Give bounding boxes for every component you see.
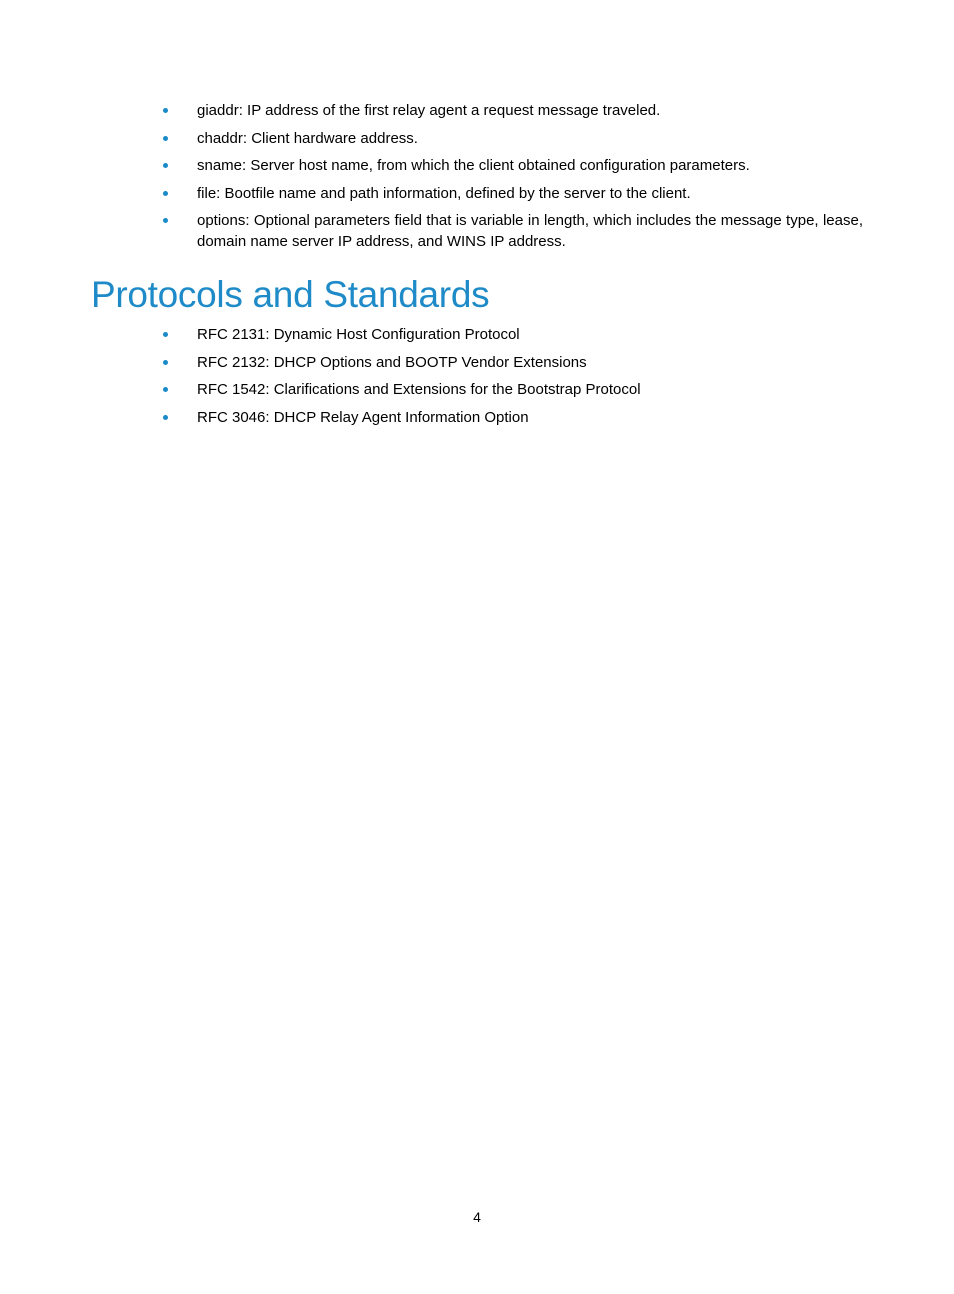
list-item (163, 210, 863, 252)
bullet-icon (163, 360, 168, 365)
bullet-icon (163, 387, 168, 392)
list-item-text: RFC 3046: DHCP Relay Agent Information Option (197, 408, 529, 426)
list-item-text: file: Bootfile name and path information, defined by the server to the client. (197, 184, 691, 202)
list-item (163, 324, 863, 345)
bullet-icon (163, 332, 168, 337)
list-item (163, 379, 863, 400)
bullet-icon (163, 218, 168, 223)
list-item-text: giaddr: IP address of the first relay agent a request message traveled. (197, 102, 661, 119)
list-item (163, 183, 863, 204)
field-description-list (163, 100, 863, 259)
list-item-text: chaddr: Client hardware address. (197, 129, 418, 147)
bullet-icon (163, 163, 168, 168)
list-item (163, 155, 863, 176)
bullet-icon (163, 191, 168, 196)
list-item-text: sname: Server host name, from which the client obtained configuration parameters. (197, 157, 750, 174)
rfc-list (163, 324, 863, 434)
list-item-text: options: Optional parameters field that is variable in length, which includes the message type, lease, domain name server IP address, and WINS IP address. (197, 212, 863, 250)
list-item (163, 100, 863, 121)
list-item (163, 128, 863, 149)
page-number: 4 (473, 1209, 481, 1225)
list-item (163, 407, 863, 428)
bullet-icon (163, 136, 168, 141)
list-item-text: RFC 2131: Dynamic Host Configuration Protocol (197, 326, 520, 343)
bullet-icon (163, 108, 168, 113)
list-item-text: RFC 1542: Clarifications and Extensions for the Bootstrap Protocol (197, 381, 641, 398)
list-item (163, 352, 863, 373)
bullet-icon (163, 415, 168, 420)
list-item-text: RFC 2132: DHCP Options and BOOTP Vendor Extensions (197, 353, 587, 371)
section-heading: Protocols and Standards (91, 274, 490, 315)
